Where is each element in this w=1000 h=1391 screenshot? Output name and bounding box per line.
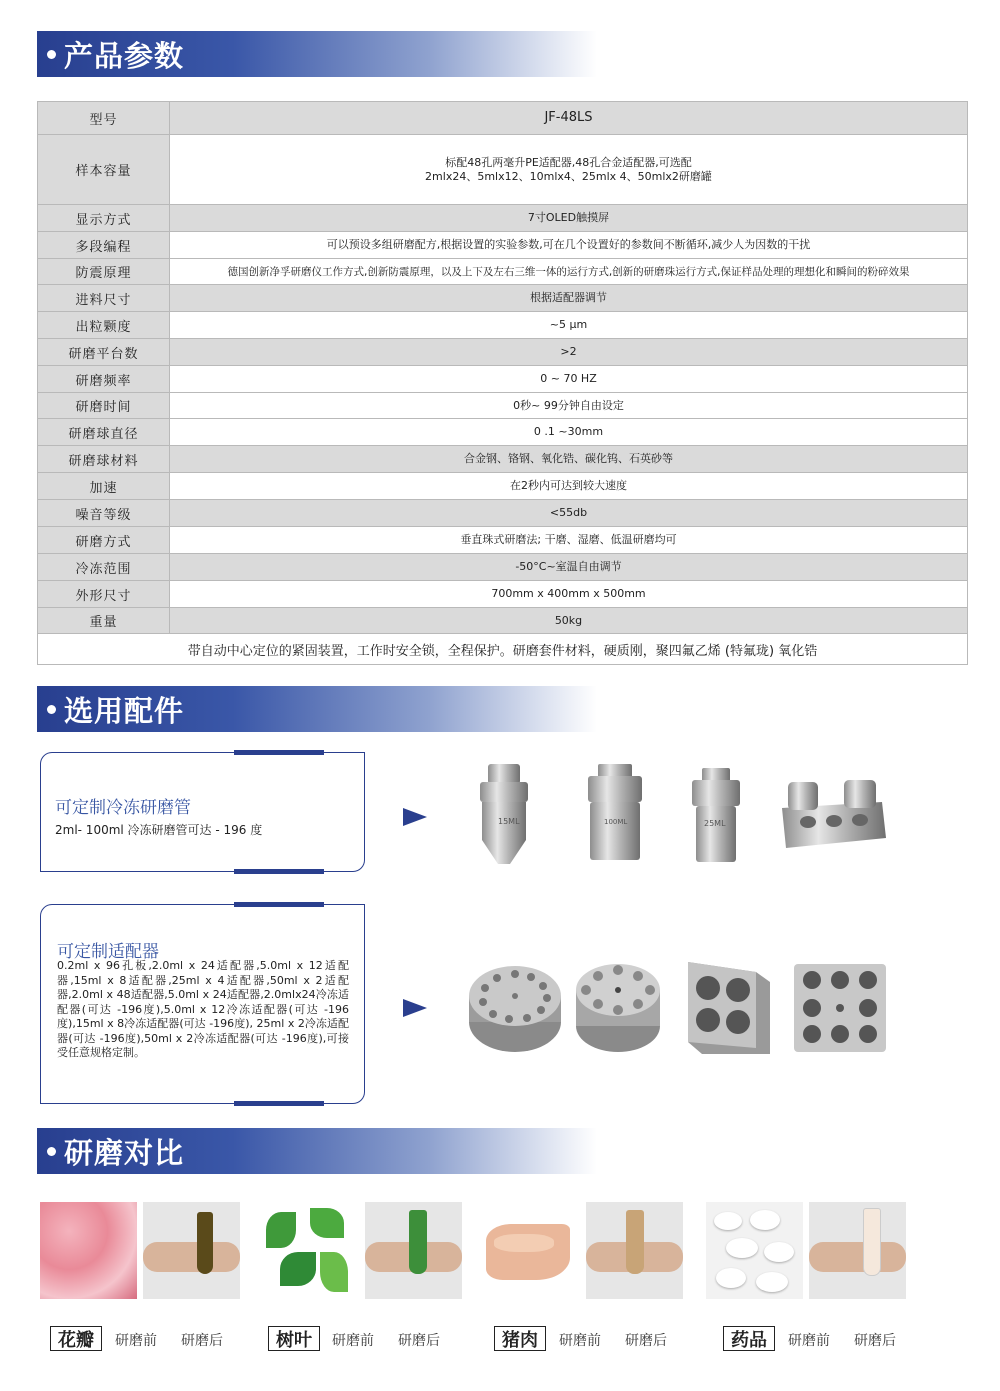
table-row [38,527,967,554]
row-value: 700mm x 400mm x 500mm [170,581,967,607]
row-value: 0 .1 ~30mm [170,419,967,445]
row-value: 50kg [170,608,967,633]
after-label: 研磨后 [181,1333,223,1349]
pill-after-image [809,1202,906,1299]
table-row [38,366,967,393]
row-value: -50°C~室温自由调节 [170,554,967,580]
row-value-line1: 标配48孔两毫升PE适配器,48孔合金适配器,可选配 [445,155,692,169]
row-key: 研磨球材料 [38,446,170,472]
table-row [38,393,967,419]
sample-name-label: 树叶 [268,1326,320,1351]
card-desc: 2ml- 100ml 冷冻研磨管可达 - 196 度 [55,823,263,837]
table-row [38,102,967,135]
row-key: 研磨平台数 [38,339,170,365]
square-adapter-6hole-image [792,962,888,1054]
pill-before-image [706,1202,803,1299]
table-row [38,339,967,366]
petal-before-image [40,1202,137,1299]
row-key: 研磨时间 [38,393,170,418]
grinding-tube-100ml-image [580,762,650,866]
row-value: ~5 μm [170,312,967,338]
row-value: JF-48LS [170,102,967,134]
table-row [38,312,967,339]
row-key: 出粒颗度 [38,312,170,338]
sample-name-label: 猪肉 [494,1326,546,1351]
section-banner-accessories [37,686,597,732]
sample-name-label: 花瓣 [50,1326,102,1351]
section-title: 研磨对比 [64,1135,185,1170]
after-label: 研磨后 [398,1333,440,1349]
card-desc: 0.2ml x 96孔板,2.0ml x 24适配器,5.0ml x 12适配器,15ml x 8适配器,25ml x 4适配器,50ml x 2适配器,2.0ml x 48适配器,5.0ml x 24适配器,2.0mlx24冷冻适配器(可达 -196度),5.0ml x 12冷冻适配器(可达 -196度),15ml x 8冷冻适配器(可达 -196度), 25ml x 2冷冻适配器(可达 -196度),50ml x 2冷冻适配器(可达 -196度),可接受任意规格定制。 [57,959,349,1059]
card-title: 可定制适配器 [57,942,159,962]
row-key: 显示方式 [38,205,170,231]
row-value: 在2秒内可达到较大速度 [170,473,967,499]
petal-after-image [143,1202,240,1299]
row-value: >2 [170,339,967,365]
row-value: 合金钢、铬钢、氧化锆、碳化钨、石英砂等 [170,446,967,472]
row-key: 研磨频率 [38,366,170,392]
bullet-dot [47,50,56,59]
bullet-dot [47,705,56,714]
table-row [38,608,967,634]
row-key: 研磨方式 [38,527,170,553]
section-banner-params [37,31,597,77]
row-value: 可以预设多组研磨配方,根据设置的实验参数,可在几个设置好的参数间不断循环,减少人为因数的干扰 [170,232,967,258]
round-adapter-image [465,962,565,1058]
spec-table [37,101,968,665]
table-row [38,135,967,205]
arrow-right-icon [403,808,427,826]
sample-name-label: 药品 [723,1326,775,1351]
pork-after-image [586,1202,683,1299]
card-accent-bar [234,750,324,755]
table-row [38,581,967,608]
table-row [38,500,967,527]
row-value: 7寸OLED触摸屏 [170,205,967,231]
after-label: 研磨后 [854,1333,896,1349]
row-key: 型号 [38,102,170,134]
row-value: 德国创新净孚研磨仪工作方式,创新防震原理，以及上下及左右三维一体的运行方式,创新的研磨珠运行方式,保证样品处理的理想化和瞬间的粉碎效果 [170,259,967,284]
grinding-tube-15ml-image [470,762,540,872]
after-label: 研磨后 [625,1333,667,1349]
row-key: 加速 [38,473,170,499]
before-label: 研磨前 [332,1333,374,1349]
section-banner-compare [37,1128,597,1174]
table-row [38,419,967,446]
row-key: 多段编程 [38,232,170,258]
before-label: 研磨前 [115,1333,157,1349]
table-footer: 带自动中心定位的紧固装置，工作时安全锁，全程保护。研磨套件材料，硬质刚，聚四氟乙烯 (特氟珑) 氧化锆 [38,634,967,664]
tube-label: 100ML [604,818,628,826]
round-adapter-2-image [572,960,664,1058]
grinding-tube-25ml-image [686,766,746,866]
row-key: 防震原理 [38,259,170,284]
row-value: 0 ~ 70 HZ [170,366,967,392]
square-adapter-image [682,958,774,1058]
table-row [38,285,967,312]
bullet-dot [47,1147,56,1156]
row-value: 垂直珠式研磨法; 干磨、湿磨、低温研磨均可 [170,527,967,553]
table-row [38,554,967,581]
pork-before-image [480,1202,577,1299]
tube-label: 15ML [498,817,520,826]
row-key: 冷冻范围 [38,554,170,580]
tube-label: 25ML [704,819,726,828]
row-key: 样本容量 [38,135,170,204]
section-title: 产品参数 [64,38,185,73]
table-row [38,205,967,232]
row-value: 0秒~ 99分钟自由设定 [170,393,967,418]
row-value [170,135,967,204]
leaf-before-image [258,1202,355,1299]
table-row [38,473,967,500]
row-key: 噪音等级 [38,500,170,526]
card-title: 可定制冷冻研磨管 [55,798,191,818]
table-row [38,259,967,285]
row-value-line2: 2mlx24、5mlx12、10mlx4、25mlx 4、50mlx2研磨罐 [425,169,712,183]
table-row [38,446,967,473]
before-label: 研磨前 [788,1333,830,1349]
before-label: 研磨前 [559,1333,601,1349]
row-value: <55db [170,500,967,526]
arrow-right-icon [403,999,427,1017]
section-title: 选用配件 [64,693,185,728]
row-key: 研磨球直径 [38,419,170,445]
table-row [38,232,967,259]
row-key: 重量 [38,608,170,633]
leaf-after-image [365,1202,462,1299]
dual-tube-holder-image [778,778,890,854]
row-key: 进料尺寸 [38,285,170,311]
card-accent-bar [234,1101,324,1106]
accessory-card-tubes [40,752,365,872]
card-accent-bar [234,902,324,907]
accessory-card-adapters [40,904,365,1104]
card-accent-bar [234,869,324,874]
row-value: 根据适配器调节 [170,285,967,311]
row-key: 外形尺寸 [38,581,170,607]
